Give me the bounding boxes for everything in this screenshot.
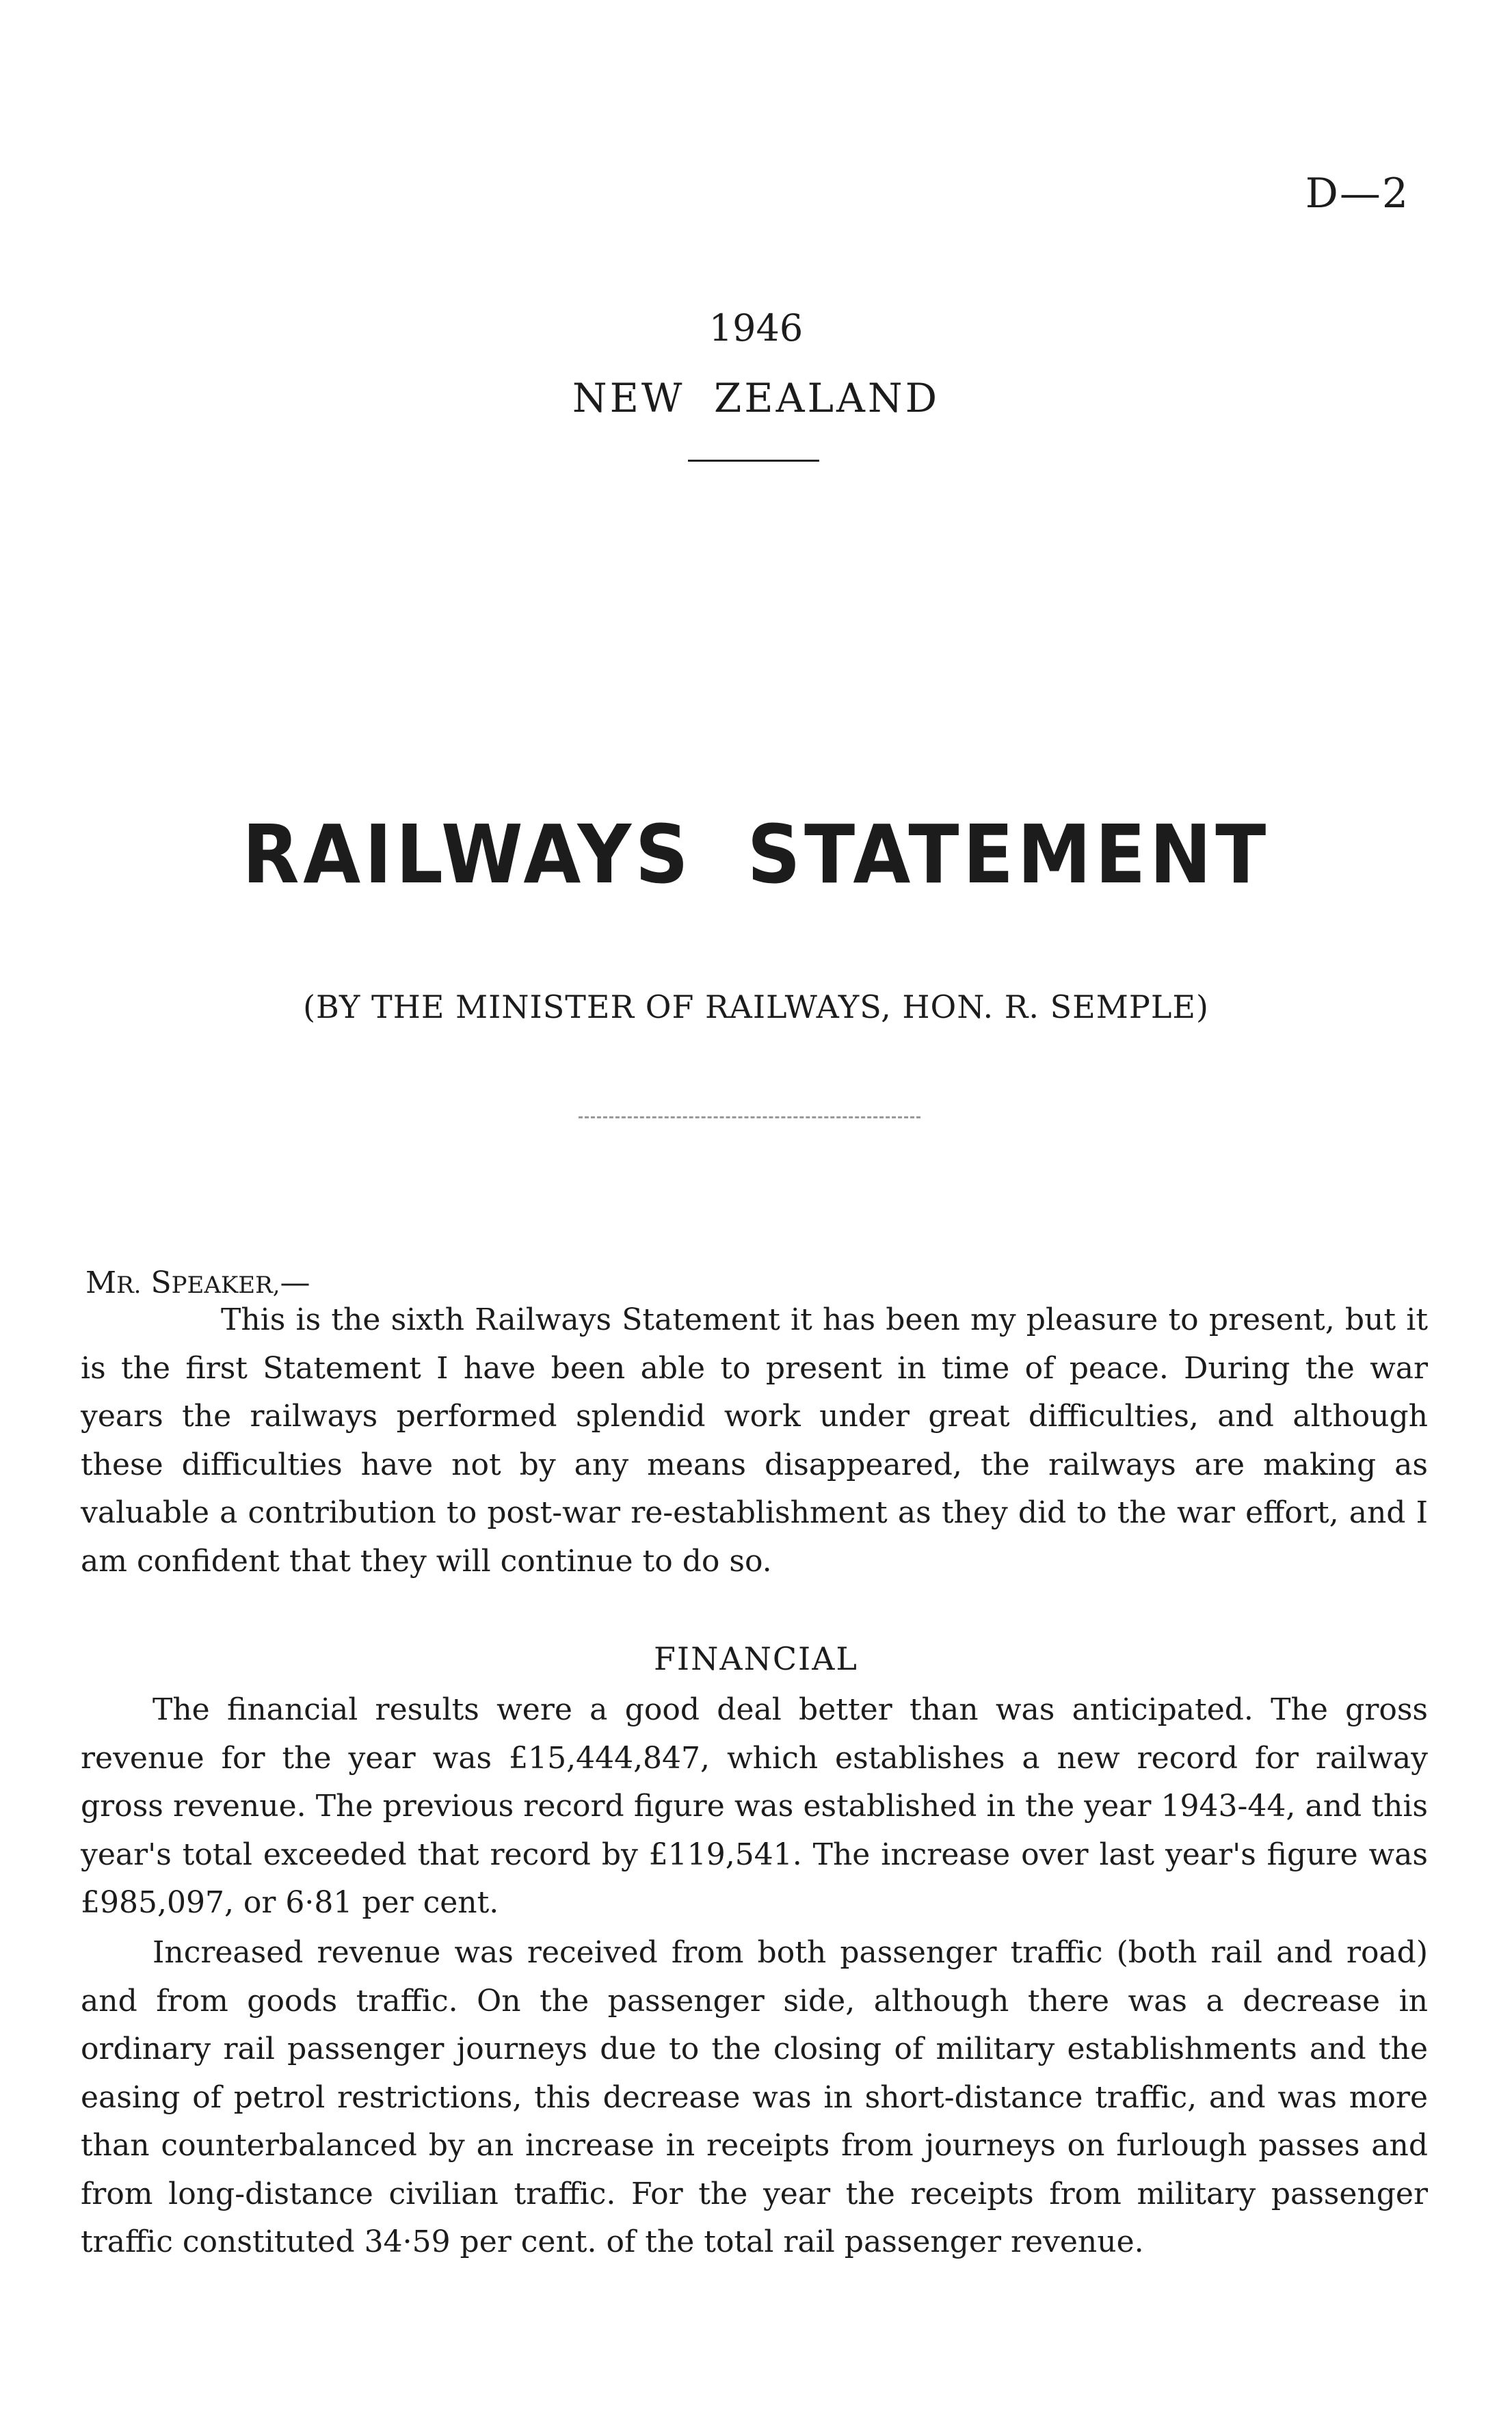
salutation-initial-1: M xyxy=(85,1265,117,1300)
salutation-initial-2: S xyxy=(150,1265,172,1300)
document-title: RAILWAYS STATEMENT xyxy=(242,807,1270,902)
financial-paragraph-1: The financial results were a good deal better than was anticipated. The gross revenue for the year was £15,444,847, which establishes a new record for railway gross revenue. The previous record figure was established in the year 1943-44, and this year's total exceeded that record by £119,541. The increase over last year's figure was £985,097, or 6·81 per cent. xyxy=(81,1692,1428,1920)
document-reference: D—2 xyxy=(1305,170,1409,218)
publication-year: 1946 xyxy=(708,306,804,350)
intro-paragraph-block xyxy=(81,1296,1428,1586)
salutation-small-caps-1: R. xyxy=(116,1272,142,1299)
salutation-dash: — xyxy=(280,1265,310,1300)
intro-paragraph: This is the sixth Railways Statement it has been my pleasure to present, but it is the first Statement I have been able to present in time of peace. During the war years the railways performed splendid work under great difficulties, and although these difficulties have not by any means disappeared, the railways are making as valuable a contribution to post-war re-establishment as they did to the war effort, and I am confident that they will continue to do so. xyxy=(81,1302,1428,1579)
section-heading-financial: FINANCIAL xyxy=(654,1640,858,1677)
country-heading: NEW ZEALAND xyxy=(572,375,940,421)
salutation-small-caps-2: PEAKER, xyxy=(171,1272,280,1299)
salutation xyxy=(85,1265,310,1300)
short-divider-rule xyxy=(688,460,819,462)
financial-paragraph-2: Increased revenue was received from both passenger traffic (both rail and road) and from goods traffic. On the passenger side, although there was a decrease in ordinary rail passenger journeys due to the closing of military establishments and the easing of petrol restrictions, this decrease was in short-distance traffic, and was more than counterbalanced by an increase in receipts from journeys on furlough passes and from long-distance civilian traffic. For the year the receipts from military passenger traffic constituted 34·59 per cent. of the total rail passenger revenue. xyxy=(81,1935,1428,2259)
dashed-divider-rule xyxy=(579,1116,920,1118)
document-byline: (BY THE MINISTER OF RAILWAYS, HON. R. SEMPLE) xyxy=(303,988,1209,1025)
financial-paragraph-2-block xyxy=(81,1929,1428,2267)
financial-paragraph-1-block xyxy=(81,1686,1428,1928)
